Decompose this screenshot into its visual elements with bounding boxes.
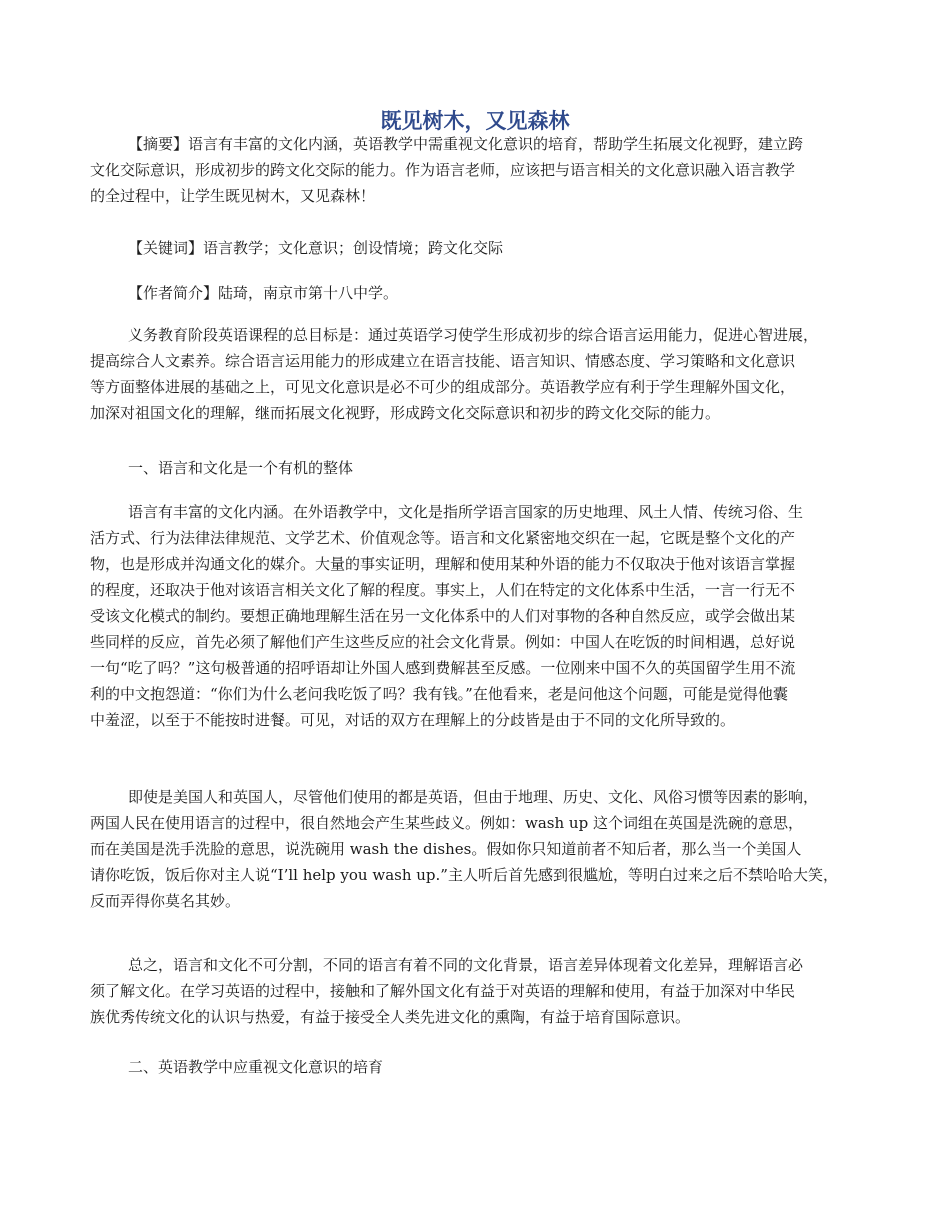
- section1-p1-line: 些同样的反应，首先必须了解他们产生这些反应的社会文化背景。例如：中国人在吃饭的时间相遇，总好说: [90, 633, 796, 651]
- section1-paragraph-3: [90, 952, 870, 1030]
- section1-p2-line: 请你吃饭，饭后你对主人说“I’ll help you wash up.”主人听后首先感到很尴尬，等明白过来之后不禁哈哈大笑，: [90, 866, 838, 884]
- section1-p1-line: 受该文化模式的制约。要想正确地理解生活在另一文化体系中的人们对事物的各种自然反应，或学会做出某: [90, 607, 796, 625]
- section1-p3-line: 族优秀传统文化的认识与热爱，有益于接受全人类先进文化的熏陶，有益于培育国际意识。: [90, 1008, 691, 1026]
- abstract-line: 【摘要】语言有丰富的文化内涵，英语教学中需重视文化意识的培育，帮助学生拓展文化视野，建立跨: [128, 135, 804, 153]
- keywords-line: 【关键词】语言教学；文化意识；创设情境；跨文化交际: [128, 239, 504, 257]
- section1-p1-line: 活方式、行为法律法律规范、文学艺术、价值观念等。语言和文化紧密地交织在一起，它既是整个文化的产: [90, 529, 796, 547]
- abstract-line: 文化交际意识，形成初步的跨文化交际的能力。作为语言老师，应该把与语言相关的文化意识融入语言教学: [90, 161, 796, 179]
- section1-p2-line: 即使是美国人和英国人，尽管他们使用的都是英语，但由于地理、历史、文化、风俗习惯等因素的影响，: [128, 788, 819, 806]
- intro-line: 等方面整体进展的基础之上，可见文化意识是必不可少的组成部分。英语教学应有利于学生理解外国文化，: [90, 378, 796, 396]
- section1-p1-line: 利的中文抱怨道：“你们为什么老问我吃饭了吗？我有钱。”在他看来，老是问他这个问题，可能是觉得他囊: [90, 685, 788, 703]
- section1-paragraph-2: [90, 784, 870, 914]
- section1-p1-line: 语言有丰富的文化内涵。在外语教学中，文化是指所学语言国家的历史地理、风土人情、传统习俗、生: [128, 503, 804, 521]
- section1-p1-line: 的程度，还取决于他对该语言相关文化了解的程度。事实上，人们在特定的文化体系中生活，一言一行无不: [90, 581, 796, 599]
- intro-line: 加深对祖国文化的理解，继而拓展文化视野，形成跨文化交际意识和初步的跨文化交际的能力。: [90, 404, 721, 422]
- section1-p2-line: 而在美国是洗手洗脸的意思，说洗碗用 wash the dishes。假如你只知道前者不知后者，那么当一个美国人: [90, 840, 802, 858]
- section1-p2-line: 两国人民在使用语言的过程中，很自然地会产生某些歧义。例如：wash up 这个词组在英国是洗碗的意思，: [90, 814, 803, 832]
- abstract-line: 的全过程中，让学生既见树木，又见森林！: [90, 187, 376, 205]
- section-heading-2: 二、英语教学中应重视文化意识的培育: [128, 1058, 384, 1076]
- section1-p1-line: 中羞涩，以至于不能按时进餐。可见，对话的双方在理解上的分歧皆是由于不同的文化所导致的。: [90, 711, 736, 729]
- intro-line: 义务教育阶段英语课程的总目标是：通过英语学习使学生形成初步的综合语言运用能力，促进心智进展，: [128, 326, 819, 344]
- author-line: 【作者简介】陆琦，南京市第十八中学。: [128, 284, 399, 302]
- section1-paragraph-1: [90, 499, 870, 733]
- section1-p1-line: 物，也是形成并沟通文化的媒介。大量的事实证明，理解和使用某种外语的能力不仅取决于他对该语言掌握: [90, 555, 796, 573]
- intro-line: 提高综合人文素养。综合语言运用能力的形成建立在语言技能、语言知识、情感态度、学习策略和文化意识: [90, 352, 796, 370]
- section1-p2-line: 反而弄得你莫名其妙。: [90, 892, 241, 910]
- intro-paragraph: [90, 322, 870, 426]
- abstract-paragraph: [90, 131, 870, 209]
- page-title: 既见树木，又见森林: [380, 109, 570, 133]
- section1-p3-line: 总之，语言和文化不可分割，不同的语言有着不同的文化背景，语言差异体现着文化差异，理解语言必: [128, 956, 804, 974]
- section-heading-1: 一、语言和文化是一个有机的整体: [128, 459, 354, 477]
- section1-p3-line: 须了解文化。在学习英语的过程中，接触和了解外国文化有益于对英语的理解和使用，有益于加深对中华民: [90, 982, 796, 1000]
- section1-p1-line: 一句“吃了吗？”这句极普通的招呼语却让外国人感到费解甚至反感。一位刚来中国不久的英国留学生用不流: [90, 659, 796, 677]
